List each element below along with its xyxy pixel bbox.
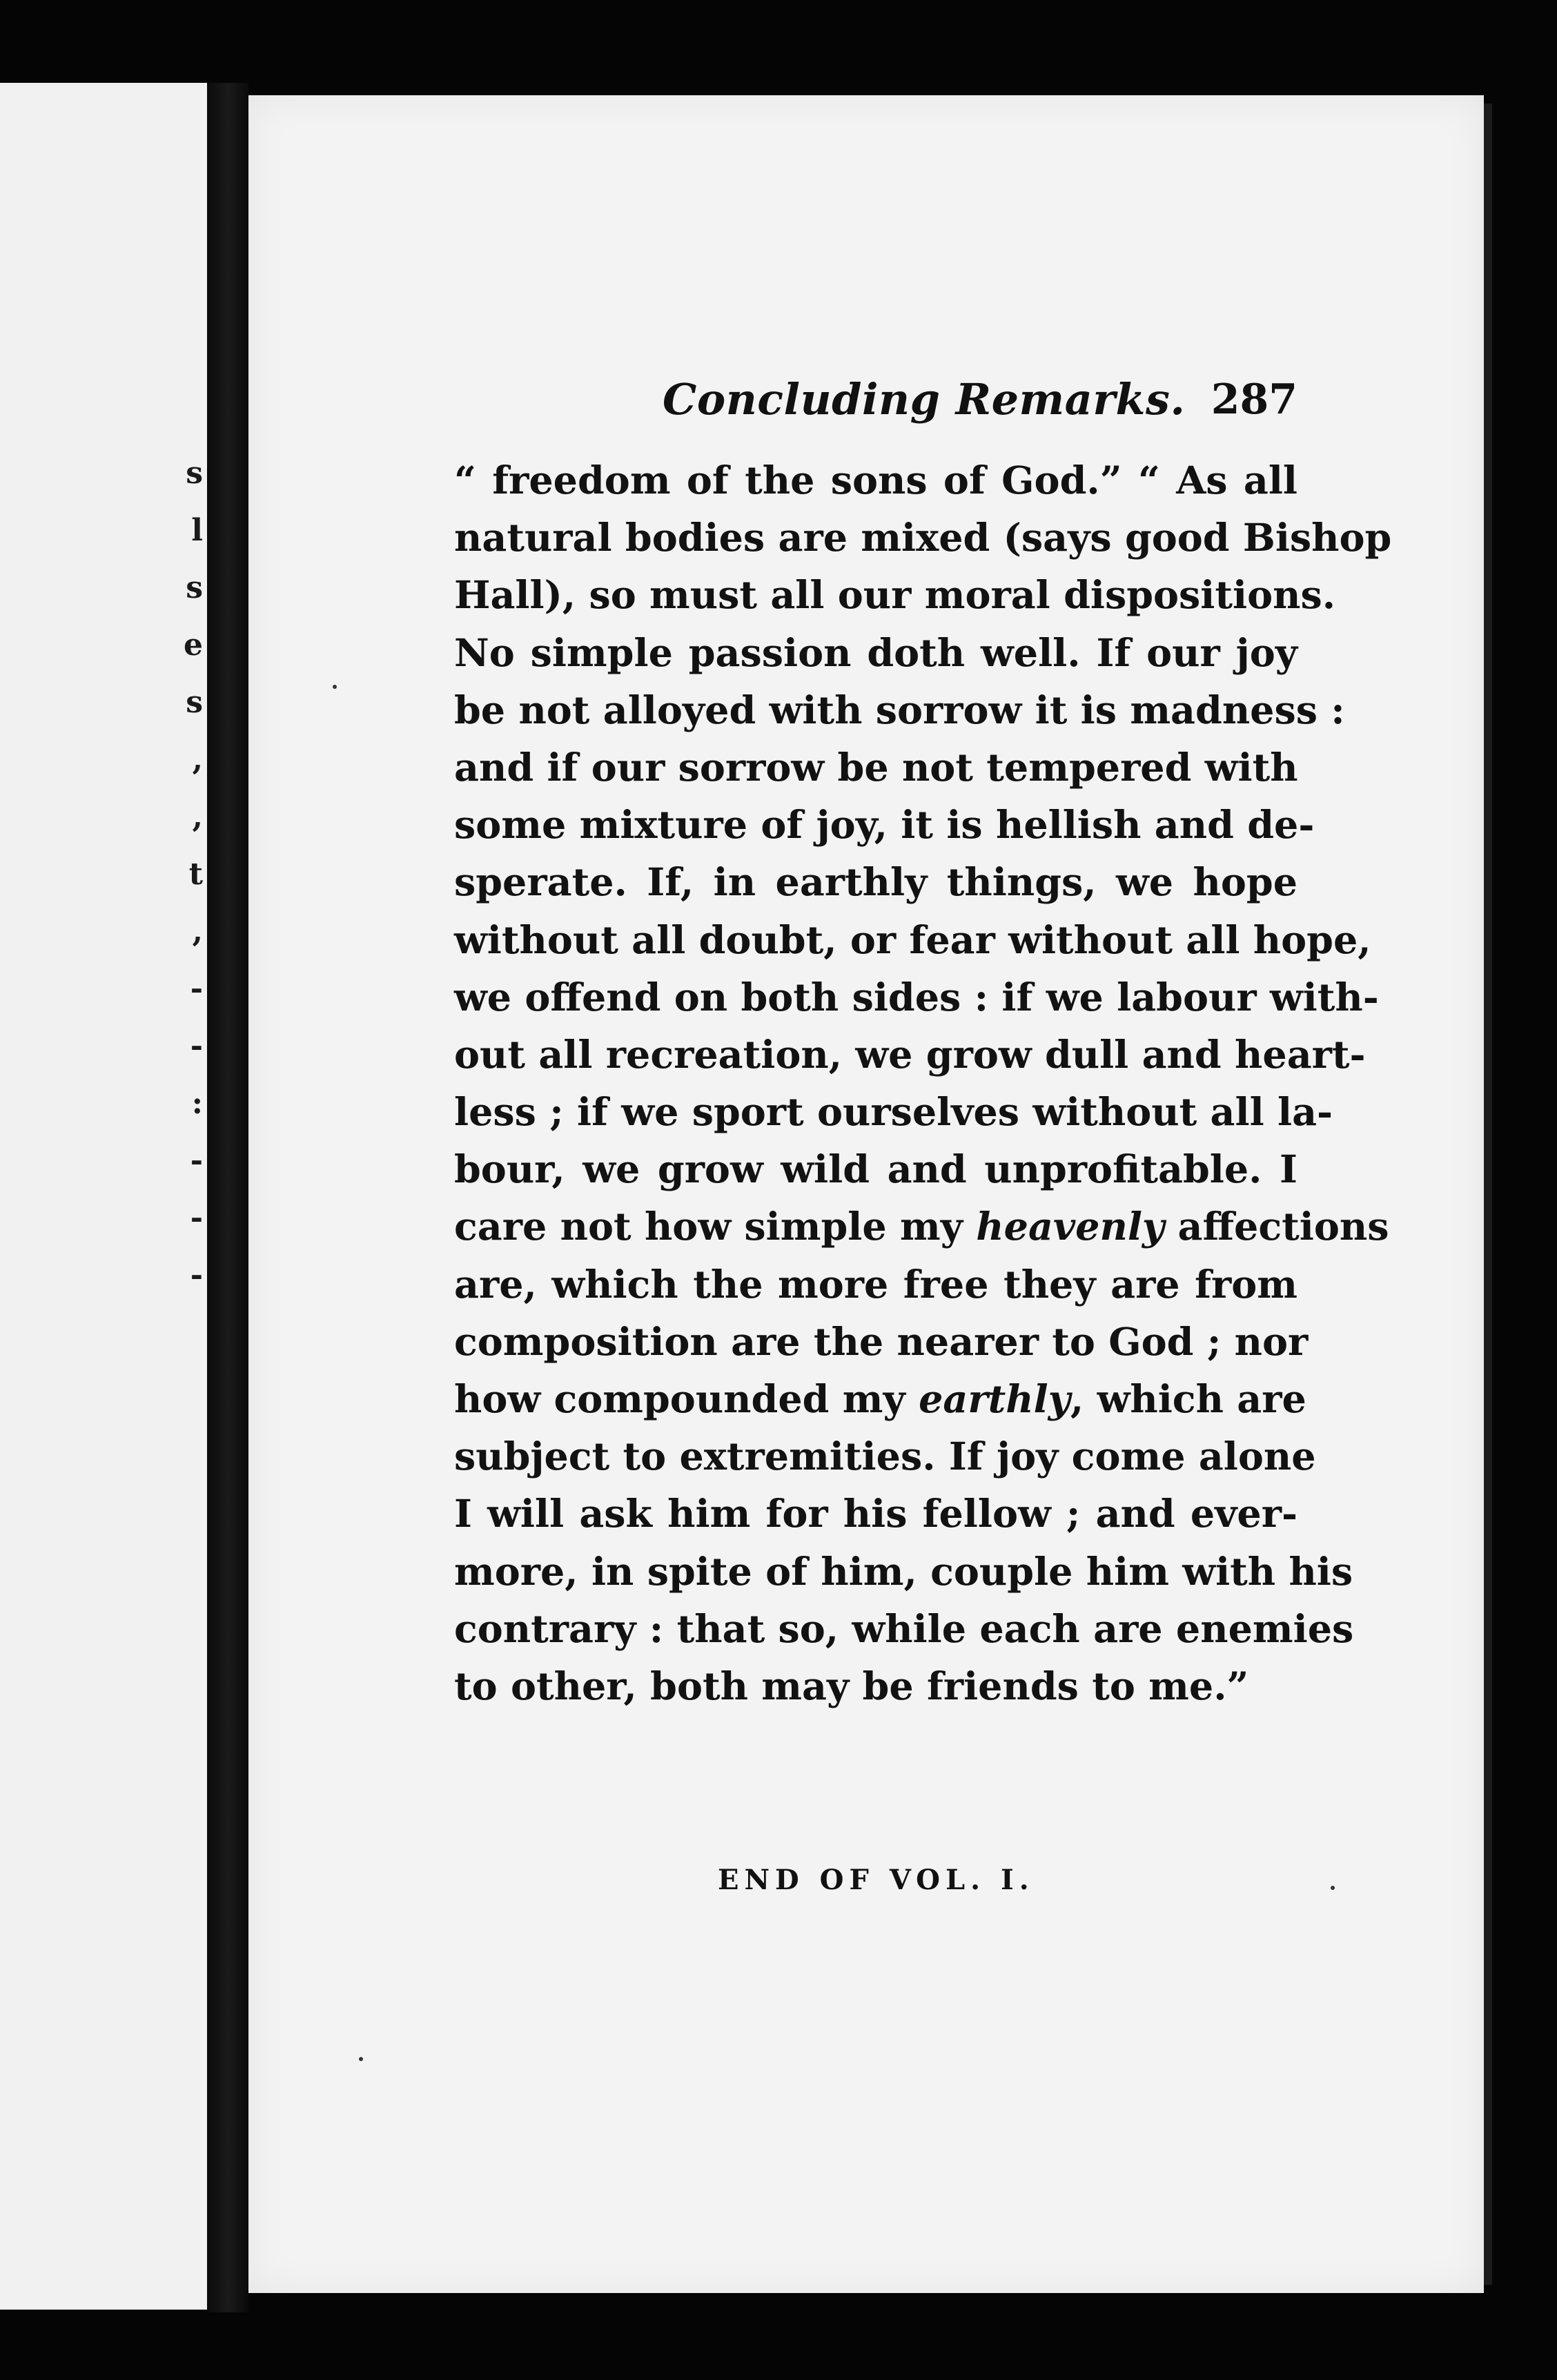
text-line: sperate. If, in earthly things, we hope [454, 860, 1298, 906]
facing-page-char: s [186, 570, 203, 605]
text-line: are, which the more free they are from [454, 1262, 1298, 1307]
running-head: Concluding Remarks. [663, 374, 1186, 425]
text-line: contrary : that so, while each are enemies [454, 1606, 1354, 1652]
text-line: be not alloyed with sorrow it is madness : [454, 687, 1345, 733]
facing-page-char: s [186, 685, 203, 720]
text-line: subject to extremities. If joy come alone [454, 1434, 1316, 1480]
text-line: care not how simple my heavenly affections [454, 1204, 1389, 1250]
facing-page-char: t [188, 857, 203, 892]
facing-page [0, 83, 207, 2310]
text-line: out all recreation, we grow dull and heart- [454, 1032, 1366, 1077]
facing-page-char: , [192, 742, 203, 777]
facing-page-char: s [186, 456, 203, 491]
facing-page-text-edge [0, 83, 207, 2310]
text-line: composition are the nearer to God ; nor [454, 1319, 1309, 1365]
facing-page-char: e [184, 627, 203, 663]
text-line: less ; if we sport ourselves without all la- [454, 1090, 1333, 1135]
ink-speck [1331, 1886, 1335, 1890]
italic-emphasis: earthly [919, 1377, 1070, 1422]
page-number: 287 [1211, 375, 1298, 424]
body-text [454, 452, 1392, 1715]
book-gutter [207, 83, 248, 2312]
facing-page-char: : [191, 1086, 203, 1121]
page-edge-shadow [1484, 104, 1492, 2285]
facing-page-char: - [190, 1200, 203, 1236]
text-line: I will ask him for his fellow ; and ever- [454, 1492, 1298, 1537]
text-line: and if our sorrow be not tempered with [454, 745, 1298, 790]
text-line: more, in spite of him, couple him with his [454, 1549, 1353, 1594]
ink-speck [359, 2057, 363, 2061]
text-line: how compounded my earthly, which are [454, 1377, 1306, 1422]
facing-page-char: - [190, 1028, 203, 1064]
text-line: some mixture of joy, it is hellish and de- [454, 803, 1315, 848]
facing-page-char: - [190, 971, 203, 1006]
text-line: No simple passion doth well. If our joy [454, 630, 1298, 676]
text-line: Hall), so must all our moral dispositions. [454, 573, 1336, 618]
facing-page-char: , [192, 799, 203, 835]
text-line: without all doubt, or fear without all hope, [454, 917, 1371, 963]
italic-emphasis: heavenly [976, 1204, 1165, 1250]
text-line: “ freedom of the sons of God.” “ As all [454, 458, 1298, 503]
text-line: natural bodies are mixed (says good Bishop [454, 516, 1392, 561]
page-header [414, 271, 1298, 425]
text-line: to other, both may be friends to me.” [454, 1664, 1249, 1709]
facing-page-char: , [192, 914, 203, 949]
facing-page-char: - [190, 1258, 203, 1293]
ink-speck [333, 685, 337, 689]
text-line: bour, we grow wild and unprofitable. I [454, 1147, 1298, 1193]
facing-page-char: - [190, 1143, 203, 1178]
facing-page-char: l [191, 513, 203, 548]
end-of-volume-mark: END OF VOL. I. [718, 1864, 1035, 1896]
text-line: we offend on both sides : if we labour with- [454, 975, 1379, 1020]
